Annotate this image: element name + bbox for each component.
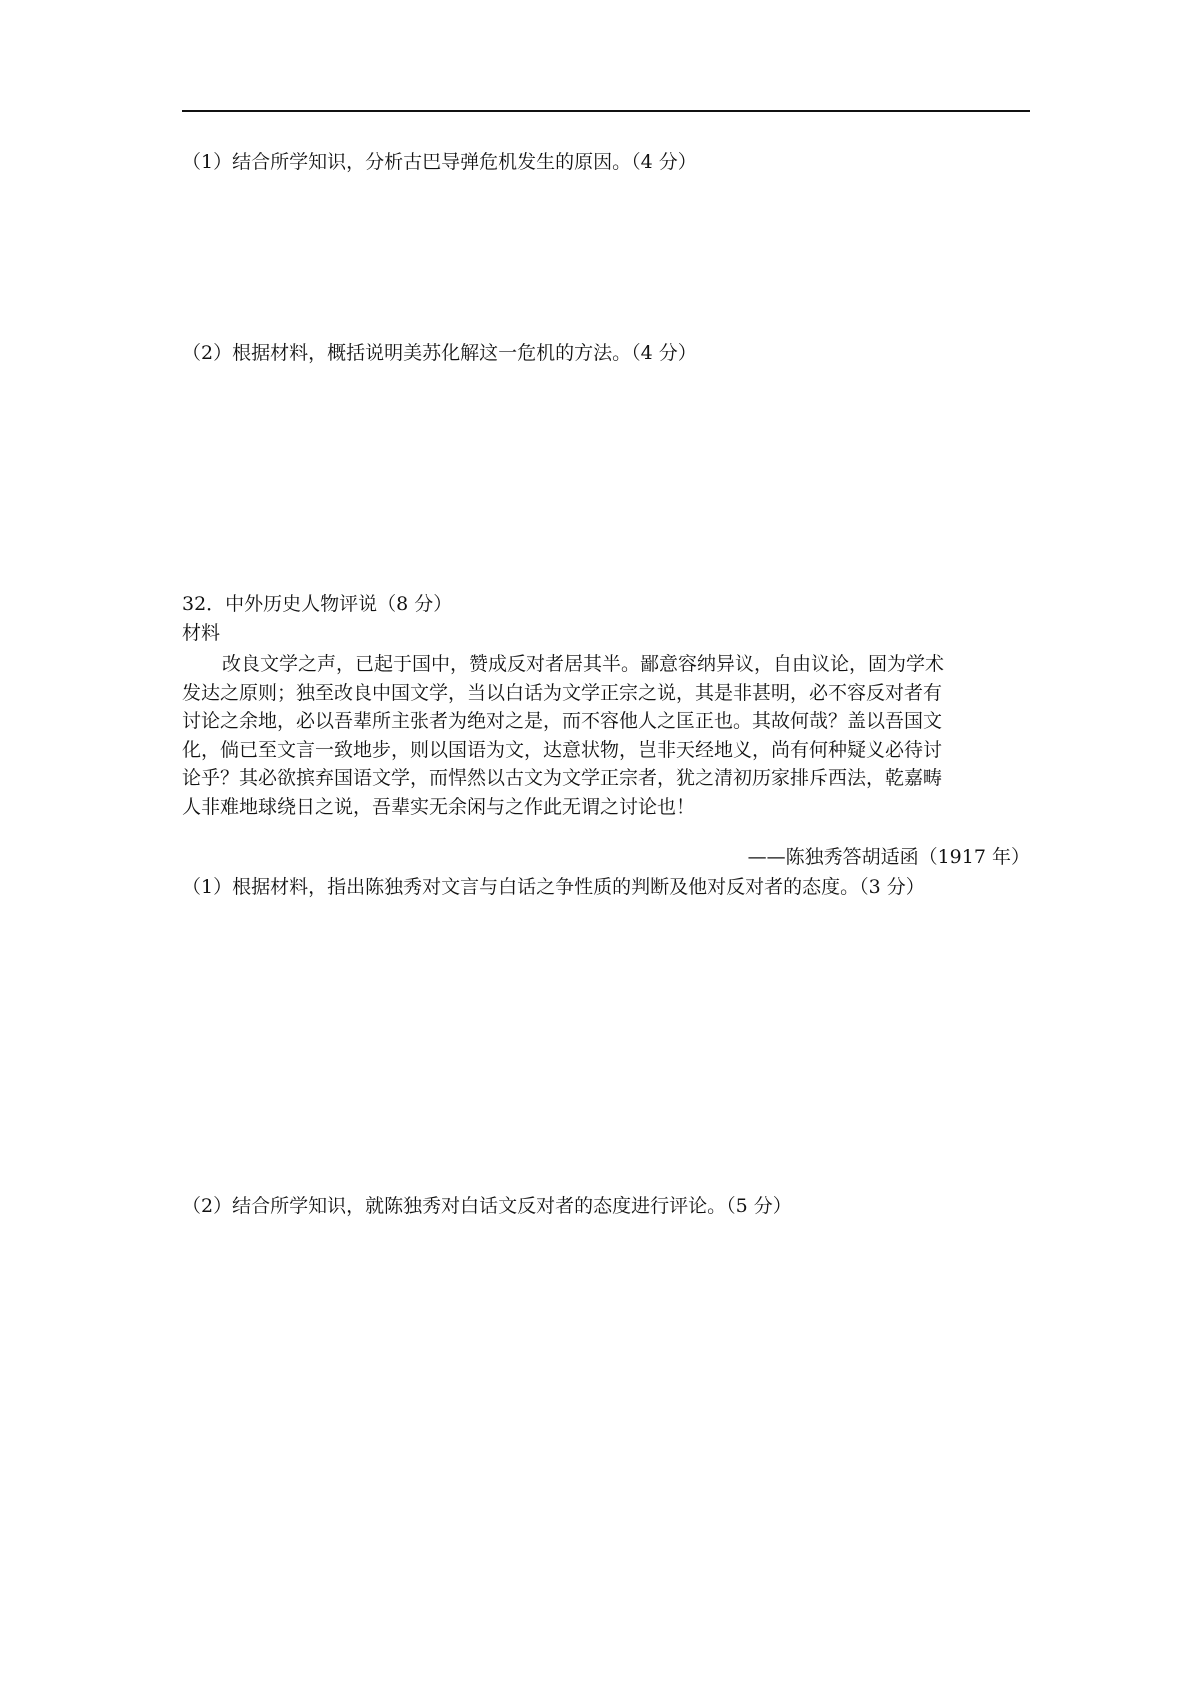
question-32-part-1: （1）根据材料，指出陈独秀对文言与白话之争性质的判断及他对反对者的态度。（3 分） <box>182 876 925 898</box>
material-passage <box>182 650 1030 822</box>
material-source: ——陈独秀答胡适函（1917 年） <box>747 846 1030 868</box>
material-line: 论乎？其必欲摈弃国语文学，而悍然以古文为文学正宗者，犹之清初历家排斥西法，乾嘉畴 <box>182 767 943 790</box>
question-31-part-1: （1）结合所学知识，分析古巴导弹危机发生的原因。（4 分） <box>182 151 697 173</box>
question-31-part-2: （2）根据材料，概括说明美苏化解这一危机的方法。（4 分） <box>182 342 697 364</box>
material-line: 改良文学之声，已起于国中，赞成反对者居其半。鄙意容纳异议，自由议论，固为学术 <box>222 653 945 675</box>
header-rule <box>182 110 1030 112</box>
material-line: 讨论之余地，必以吾辈所主张者为绝对之是，而不容他人之匡正也。其故何哉？盖以吾国文 <box>182 710 943 733</box>
question-32-title: 32．中外历史人物评说（8 分） <box>182 593 453 615</box>
material-label: 材料 <box>182 622 221 644</box>
material-line: 人非难地球绕日之说，吾辈实无余闲与之作此无谓之讨论也！ <box>182 795 696 818</box>
question-32-part-2: （2）结合所学知识，就陈独秀对白话文反对者的态度进行评论。（5 分） <box>182 1195 792 1217</box>
material-line: 发达之原则；独至改良中国文学，当以白话为文学正宗之说，其是非甚明，必不容反对者有 <box>182 681 943 704</box>
material-line: 化，倘已至文言一致地步，则以国语为文，达意状物，岂非天经地义，尚有何种疑义必待讨 <box>182 738 943 761</box>
